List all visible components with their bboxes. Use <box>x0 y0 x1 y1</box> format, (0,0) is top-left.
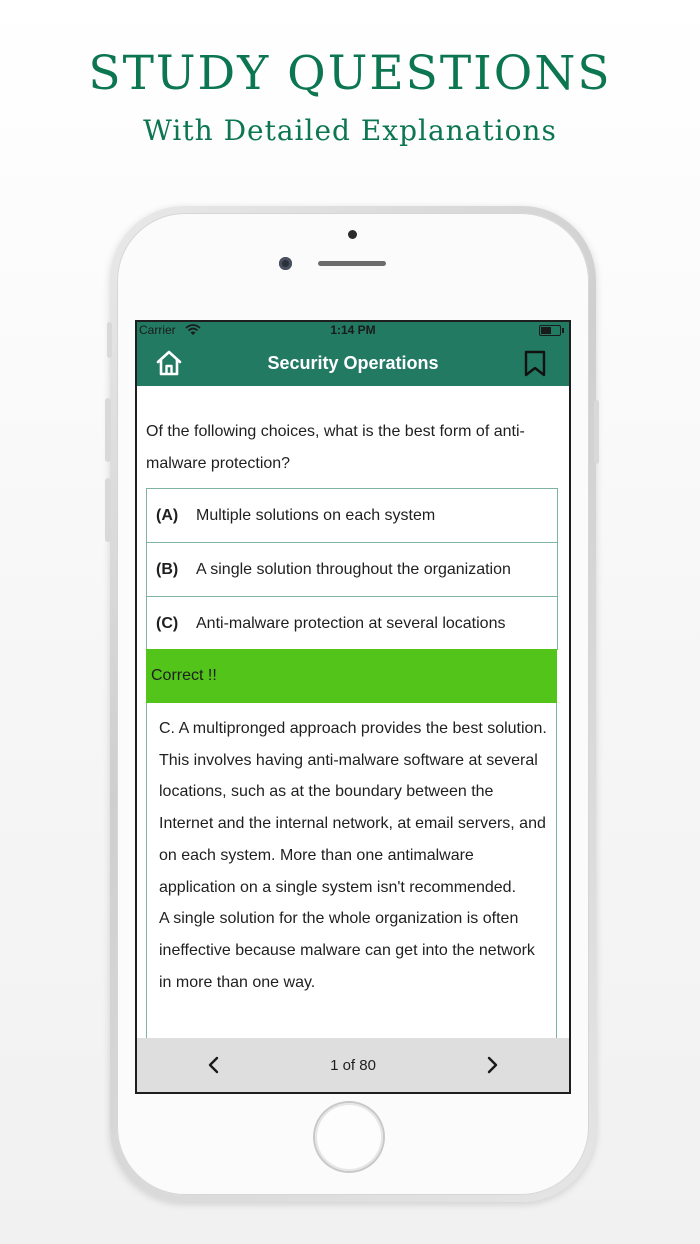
option-c[interactable] <box>147 596 557 650</box>
question-text: Of the following choices, what is the best form of anti-malware protection? <box>146 423 525 472</box>
option-letter: (C) <box>156 614 179 632</box>
chevron-right-icon[interactable] <box>485 1056 499 1074</box>
earpiece-speaker <box>318 261 386 266</box>
option-text: Anti-malware protection at several locations <box>196 614 506 632</box>
power-button <box>594 400 599 464</box>
nav-bar <box>137 338 569 386</box>
pager-bar <box>137 1038 569 1092</box>
page-title: Security Operations <box>267 353 439 373</box>
option-b[interactable] <box>147 542 557 596</box>
status-time: 1:14 PM <box>330 323 376 337</box>
option-text: A single solution throughout the organization <box>196 560 511 578</box>
explanation-panel[interactable] <box>146 703 557 1043</box>
bookmark-icon[interactable] <box>523 350 547 378</box>
option-a[interactable] <box>147 488 557 542</box>
option-letter: (A) <box>156 506 179 524</box>
result-text: Correct !! <box>151 667 217 684</box>
status-bar <box>137 322 569 338</box>
carrier-label: Carrier <box>139 323 176 337</box>
proximity-sensor <box>348 230 357 239</box>
volume-down-button <box>105 478 111 542</box>
device-home-button[interactable] <box>315 1103 383 1171</box>
hero-subtitle: With Detailed Explanations <box>143 114 557 147</box>
explanation-paragraph: A single solution for the whole organization is often ineffective because malware can get into the network in more than one way. <box>159 910 535 991</box>
option-text: Multiple solutions on each system <box>196 506 436 524</box>
front-camera <box>279 257 292 270</box>
explanation-paragraph: C. A multipronged approach provides the best solution. This involves having anti-malware software at several locations, such as at the boundary between the Internet and the internal network, at email servers, and on each system. More than one antimalware application on a single system isn't recommended. <box>159 720 547 896</box>
volume-up-button <box>105 398 111 462</box>
answer-options <box>146 488 558 650</box>
battery-icon <box>539 325 561 336</box>
page-counter: 1 of 80 <box>330 1057 376 1074</box>
result-banner <box>146 649 557 703</box>
option-letter: (B) <box>156 560 179 578</box>
app-screen <box>135 320 571 1094</box>
mute-switch <box>107 322 112 358</box>
hero-title: STUDY QUESTIONS <box>88 46 612 101</box>
